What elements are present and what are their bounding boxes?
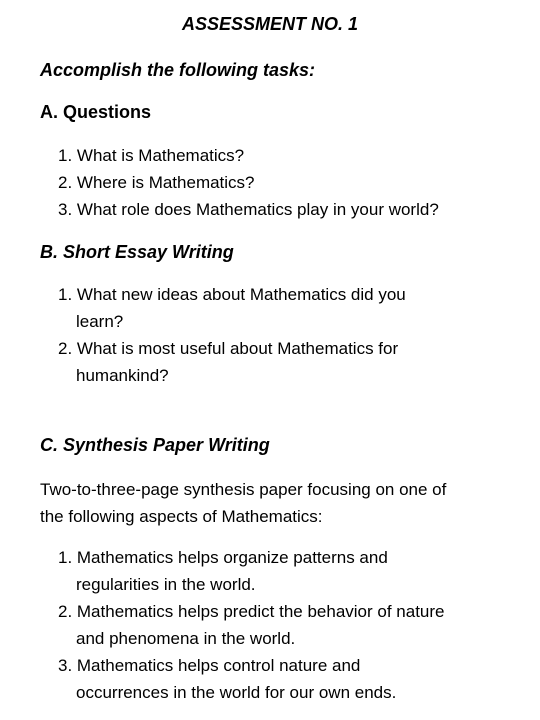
section-c-aspect-3-line1: 3. Mathematics helps control nature and [58,656,361,675]
section-a-heading: A. Questions [40,102,152,122]
section-c-intro-line2: the following aspects of Mathematics: [40,507,323,526]
section-b-essay-2-line2: humankind? [76,366,169,385]
section-c-aspect-1-line1: 1. Mathematics helps organize patterns and [58,548,388,567]
section-b-essay-1-line1: 1. What new ideas about Mathematics did you [58,285,406,304]
section-c-aspect-2-line1: 2. Mathematics helps predict the behavior of nature [58,602,445,621]
section-b-heading: B. Short Essay Writing [40,242,234,262]
instruction-heading: Accomplish the following tasks: [40,60,316,80]
page-title: ASSESSMENT NO. 1 [181,14,359,34]
section-c-heading: C. Synthesis Paper Writing [40,435,270,455]
section-a-question-2: 2. Where is Mathematics? [58,173,255,192]
section-b-essay-2-line1: 2. What is most useful about Mathematics for [58,339,399,358]
section-c-aspect-3-line2: occurrences in the world for our own ends. [76,683,397,702]
section-b-essay-1-line2: learn? [76,312,124,331]
section-a-question-3: 3. What role does Mathematics play in your world? [58,200,439,219]
section-a-question-1: 1. What is Mathematics? [58,146,245,165]
section-c-aspect-2-line2: and phenomena in the world. [76,629,296,648]
section-c-intro-line1: Two-to-three-page synthesis paper focusing on one of [40,480,447,499]
section-c-aspect-1-line2: regularities in the world. [76,575,256,594]
